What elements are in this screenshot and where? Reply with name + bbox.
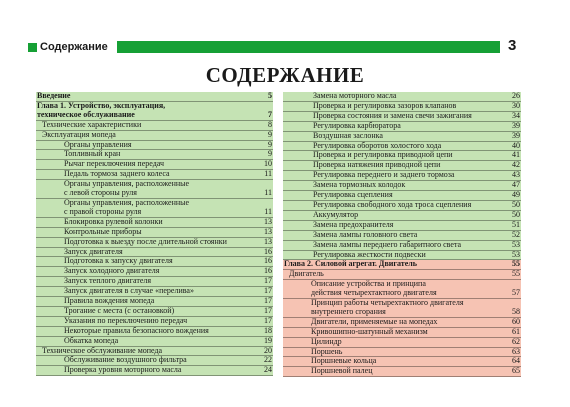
toc-entry-page: 11 [264,206,272,216]
toc-entry-page: 53 [512,249,520,259]
toc-entry-title: Запуск теплого двигателя [64,276,152,286]
toc-entry-title: Органы управления, расположенные с правой стороны руля [64,197,190,216]
toc-entry-page: 18 [264,325,272,335]
toc-entry-page: 51 [512,219,520,229]
toc-entry-page: 10 [264,159,272,169]
toc-entry-title: Замена лампы головного света [313,229,418,239]
toc-entry-title: Правила вождения мопеда [64,296,155,306]
toc-entry-page: 57 [512,288,520,298]
toc-entry-page: 24 [264,365,272,375]
toc-entry-title: Регулировка переднего и заднего тормоза [313,170,455,180]
toc-entry-page: 5 [268,91,272,100]
toc-entry [36,366,273,376]
toc-entry-page: 43 [512,170,520,180]
toc-entry-title: Обслуживание воздушного фильтра [64,355,187,365]
toc-entry-page: 11 [264,188,272,198]
toc-entry-page: 63 [512,346,520,356]
toc-entry-page: 20 [264,345,272,355]
toc-entry-page: 30 [512,100,520,110]
toc-entry-page: 7 [268,109,272,119]
toc-entry-page: 17 [264,305,272,315]
toc-entry-title: Введение [37,91,71,100]
page-title: СОДЕРЖАНИЕ [205,63,365,87]
toc-entry-title: Топливный кран [64,149,121,159]
toc-entry-title: Органы управления, расположенные с левой стороны руля [64,179,190,198]
toc-entry-title: Замена предохранителя [313,219,394,229]
toc-entry-title: Регулировка свободного хода троса сцепления [313,199,472,209]
toc-entry-title: Запуск двигателя [64,246,123,256]
toc-entry-title: Педаль тормоза заднего колеса [64,169,170,179]
toc-entry [283,299,521,318]
toc-entry-page: 9 [268,149,272,159]
toc-entry-title: Аккумулятор [313,209,359,219]
header-marker [28,43,37,52]
toc-entry-title: Поршневые кольца [311,356,377,366]
toc-entry-page: 52 [512,229,520,239]
toc-right-column [283,92,521,377]
toc-entry [36,180,273,199]
toc-entry-page: 9 [268,129,272,139]
toc-entry-page: 17 [264,296,272,306]
toc-entry-title: Регулировка жесткости подвески [313,249,426,259]
toc-entry-page: 61 [512,326,520,336]
toc-entry-title: Контрольные приборы [64,226,142,236]
toc-entry-page: 16 [264,246,272,256]
toc-entry-title: Поршень [311,346,343,356]
toc-entry-title: Технические характеристики [42,119,142,129]
toc-entry-page: 13 [264,216,272,226]
toc-entry [283,280,521,299]
page-number: 3 [508,37,517,54]
toc-entry-title: Трогание с места (с остановкой) [64,305,175,315]
toc-entry-page: 13 [264,236,272,246]
toc-entry-page: 50 [512,199,520,209]
toc-entry-page: 22 [264,355,272,365]
toc-entry-page: 34 [512,110,520,120]
toc-entry-page: 17 [264,286,272,296]
toc-entry-page: 8 [268,119,272,129]
toc-entry-title: Указания по переключению передач [64,315,188,325]
toc-entry-title: Цилиндр [311,336,342,346]
toc-entry-page: 49 [512,190,520,200]
toc-entry-page: 41 [512,150,520,160]
toc-entry-title: Проверка уровня моторного масла [64,365,182,375]
toc-entry-title: Проверка натяжения приводной цепи [313,160,441,170]
toc-entry-title: Органы управления [64,139,132,149]
toc-entry-title: Глава 1. Устройство, эксплуатация, техническое обслуживание [37,100,166,119]
toc-entry-page: 19 [264,335,272,345]
toc-entry-title: Подготовка к выезду после длительной стоянки [64,236,227,246]
toc-entry-title: Обкатка мопеда [64,335,119,345]
toc-entry-title: Запуск двигателя в случае «перелива» [64,286,194,296]
toc-entry-title: Кривошипно-шатунный механизм [311,326,428,336]
toc-entry-page: 65 [512,366,520,376]
toc-entry-page: 11 [264,169,272,179]
toc-entry-title: Замена моторного масла [313,91,397,100]
toc-entry-page: 64 [512,356,520,366]
toc-entry-page: 26 [512,91,520,100]
toc-entry-page: 9 [268,139,272,149]
toc-entry-page: 42 [512,160,520,170]
toc-entry-title: Описание устройства и принципа действия четырехтактного двигателя [311,279,437,298]
toc-entry-page: 39 [512,120,520,130]
toc-entry-page: 55 [512,269,520,279]
toc-entry-title: Принцип работы четырехтактного двигателя внутреннего сгорания [311,298,464,316]
toc-entry-title: Замена лампы переднего габаритного света [313,239,462,249]
toc-entry-page: 53 [512,239,520,249]
toc-entry-page: 17 [264,276,272,286]
toc-entry-title: Эксплуатация мопеда [42,129,116,139]
toc-entry-page: 17 [264,315,272,325]
toc-entry [283,367,521,377]
toc-entry-title: Регулировка карбюратора [313,120,401,130]
toc-entry-title: Запуск холодного двигателя [64,266,160,276]
toc-entry-title: Подготовка к запуску двигателя [64,256,173,266]
toc-entry-title: Воздушная заслонка [313,130,383,140]
toc-entry [36,102,273,121]
toc-left-column [36,92,273,376]
toc-entry-page: 16 [264,266,272,276]
toc-entry-page: 39 [512,130,520,140]
toc-entry [36,238,273,248]
toc-entry-page: 50 [512,209,520,219]
toc-entry-title: Регулировка оборотов холостого хода [313,140,442,150]
toc-entry-page: 13 [264,226,272,236]
toc-entry-title: Проверка и регулировка зазоров клапанов [313,100,457,110]
toc-entry-title: Замена тормозных колодок [313,180,406,190]
toc-entry-title: Проверка состояния и замена свечи зажигания [313,110,472,120]
toc-entry-page: 47 [512,180,520,190]
toc-entry-page: 60 [512,316,520,326]
header-section-label: Содержание [40,41,108,53]
toc-entry-page: 55 [512,259,520,269]
toc-entry-title: Блокировка рулевой колонки [64,216,163,226]
toc-entry-title: Проверка и регулировка приводной цепи [313,150,453,160]
toc-entry-title: Рычаг переключения передач [64,159,165,169]
toc-entry [36,199,273,218]
toc-entry-page: 58 [512,306,520,316]
toc-entry-page: 62 [512,336,520,346]
toc-entry-title: Поршневой палец [311,366,373,376]
toc-entry-title: Двигатели, применяемые на мопедах [311,316,438,326]
toc-entry-title: Регулировка сцепления [313,190,393,200]
toc-entry [283,241,521,251]
toc-entry-page: 40 [512,140,520,150]
toc-entry-title: Некоторые правила безопасного вождения [64,325,209,335]
toc-entry-title: Двигатель [289,269,324,279]
header-accent-bar [117,41,500,53]
toc-entry-title: Техническое обслуживание мопеда [42,345,163,355]
toc-entry-page: 16 [264,256,272,266]
toc-entry-title: Глава 2. Силовой агрегат. Двигатель [284,259,417,269]
